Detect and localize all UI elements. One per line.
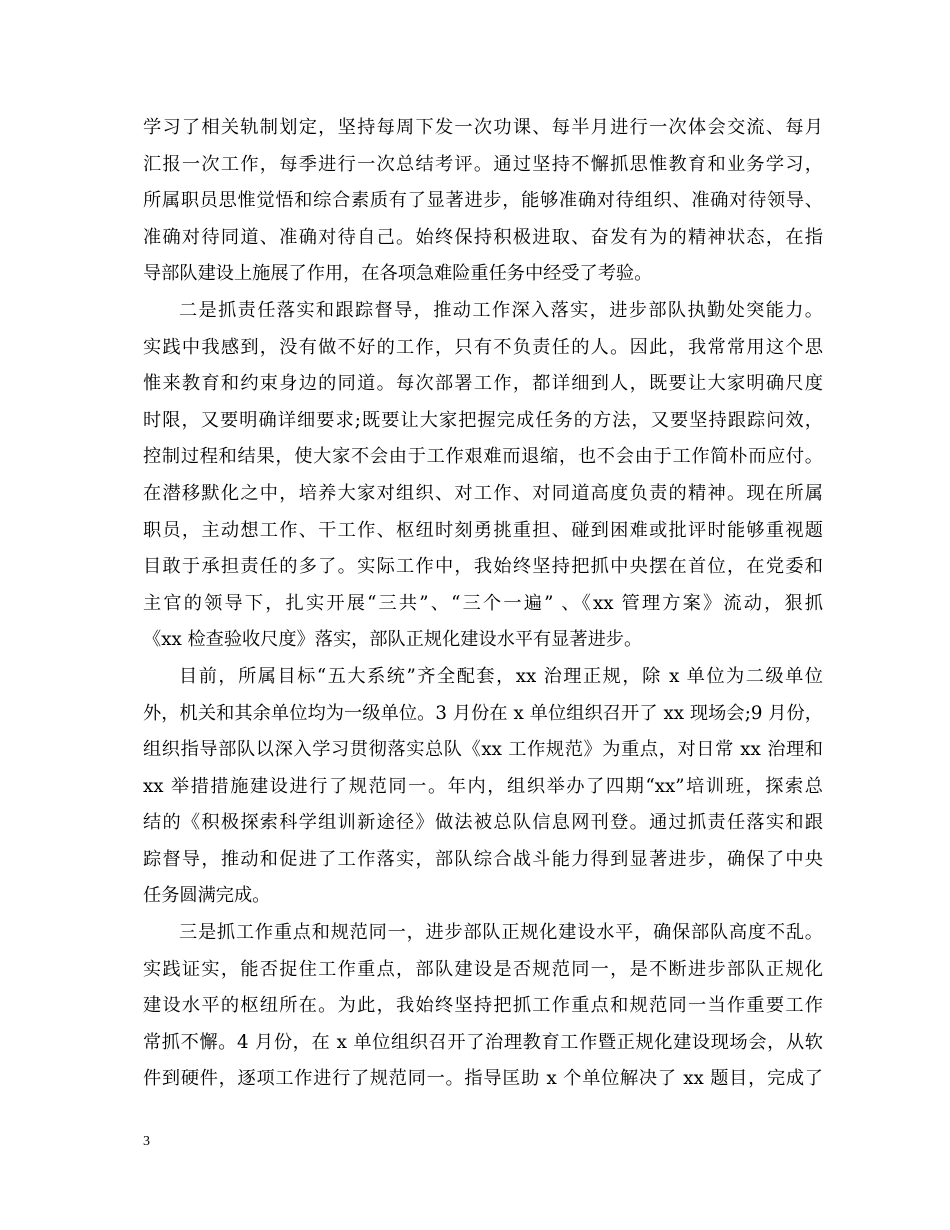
text-line: 惟来教育和约束身边的同道。每次部署工作，都详细到人，既要让大家明确尺度 <box>143 373 823 395</box>
text-line: 二是抓责任落实和跟踪督导，推动工作深入落实，进步部队执勤处突能力。 <box>179 299 823 321</box>
text-line: 控制过程和结果，使大家不会由于工作艰难而退缩，也不会由于工作简朴而应付。 <box>143 446 823 468</box>
text-line: 目前，所属目标“五大系统”齐全配套，xx 治理正规，除 x 单位为二级单位 <box>179 665 823 687</box>
text-line: 准确对待同道、准确对待自己。始终保持积极进取、奋发有为的精神状态，在指 <box>143 226 823 248</box>
text-line: 职员，主动想工作、干工作、枢纽时刻勇挑重担、碰到困难或批评时能够重视题 <box>143 519 823 541</box>
text-line: xx 举措措施建设进行了规范同一。年内，组织举办了四期“xx”培训班，探索总 <box>143 775 823 797</box>
text-line: 组织指导部队以深入学习贯彻落实总队《xx 工作规范》为重点，对日常 xx 治理和 <box>143 739 823 761</box>
text-line: 结的《积极探索科学组训新途径》做法被总队信息网刊登。通过抓责任落实和跟 <box>143 812 823 834</box>
text-line: 三是抓工作重点和规范同一，进步部队正规化建设水平，确保部队高度不乱。 <box>179 922 823 944</box>
text-line: 在潜移默化之中，培养大家对组织、对工作、对同道高度负责的精神。现在所属 <box>143 482 823 504</box>
text-line: 实践证实，能否捉住工作重点，部队建设是否规范同一，是不断进步部队正规化 <box>143 958 823 980</box>
text-line: 主官的领导下，扎实开展“三共”、“三个一遍” 、《xx 管理方案》流动，狠抓 <box>143 592 823 614</box>
document-body <box>143 110 823 1098</box>
text-line: 外，机关和其余单位均为一级单位。3 月份在 x 单位组织召开了 xx 现场会;9 月份， <box>143 702 823 724</box>
text-line: 踪督导，推动和促进了工作落实，部队综合战斗能力得到显著进步，确保了中央 <box>143 848 823 870</box>
text-line: 实践中我感到，没有做不好的工作，只有不负责任的人。因此，我常常用这个思 <box>143 336 823 358</box>
text-line: 汇报一次工作，每季进行一次总结考评。通过坚持不懈抓思惟教育和业务学习， <box>143 153 823 175</box>
text-line: 任务圆满完成。 <box>143 885 271 907</box>
text-line: 导部队建设上施展了作用，在各项急难险重任务中经受了考验。 <box>143 263 653 285</box>
text-line: 目敢于承担责任的多了。实际工作中，我始终坚持把抓中央摆在首位，在党委和 <box>143 556 823 578</box>
text-line: 学习了相关轨制划定，坚持每周下发一次功课、每半月进行一次体会交流、每月 <box>143 117 823 138</box>
text-line: 《xx 检查验收尺度》落实，部队正规化建设水平有显著进步。 <box>143 629 643 651</box>
text-line: 时限，又要明确详细要求;既要让大家把握完成任务的方法，又要坚持跟踪问效， <box>143 409 823 431</box>
text-line: 建设水平的枢纽所在。为此，我始终坚持把抓工作重点和规范同一当作重要工作 <box>143 995 823 1017</box>
text-line: 常抓不懈。4 月份，在 x 单位组织召开了治理教育工作暨正规化建设现场会，从软 <box>143 1031 823 1053</box>
text-line: 所属职员思惟觉悟和综合素质有了显著进步，能够准确对待组织、准确对待领导、 <box>143 190 823 212</box>
text-line: 件到硬件，逐项工作进行了规范同一。指导匡助 x 个单位解决了 xx 题目，完成了 <box>143 1068 823 1090</box>
page-number: 3 <box>143 1134 150 1149</box>
